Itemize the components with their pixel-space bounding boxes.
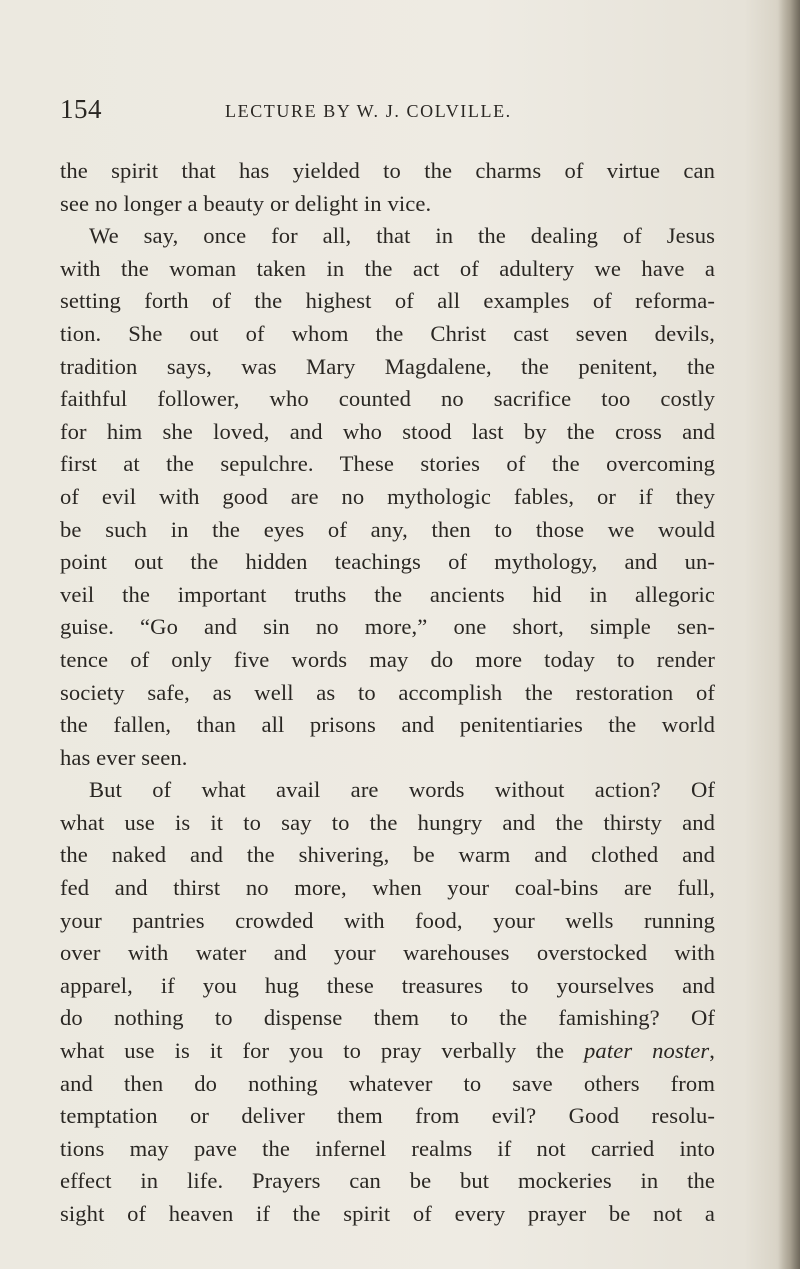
text-line: for him she loved, and who stood last by the cross and: [60, 418, 715, 444]
text-line: has ever seen.: [60, 744, 188, 770]
text-line: be such in the eyes of any, then to those we would: [60, 516, 715, 542]
running-title: LECTURE BY W. J. COLVILLE.: [225, 101, 512, 121]
text-line: point out the hidden teachings of mythology, and un-: [60, 549, 715, 575]
text-line: the naked and the shivering, be warm and clothed and: [60, 842, 715, 868]
text-line: setting forth of the highest of all examples of reforma-: [60, 288, 715, 314]
text-segment: what use is it for you to pray verbally the: [60, 1038, 585, 1064]
text-line: apparel, if you hug these treasures to yourselves and: [60, 972, 715, 998]
text-line: guise. “Go and sin no more,” one short, simple sen-: [60, 614, 715, 640]
text-line: tence of only five words may do more today to render: [60, 646, 715, 672]
running-head: [60, 92, 720, 126]
text-line: your pantries crowded with food, your wells running: [60, 907, 715, 933]
text-line: tion. She out of whom the Christ cast seven devils,: [60, 320, 715, 346]
text-line: with the woman taken in the act of adultery we have a: [60, 255, 715, 281]
text-line: sight of heaven if the spirit of every prayer be not a: [60, 1201, 715, 1226]
text-line: [60, 1035, 715, 1068]
text-line: do nothing to dispense them to the famishing? Of: [60, 1005, 715, 1031]
text-line: see no longer a beauty or delight in vice.: [60, 190, 432, 216]
text-line: over with water and your warehouses overstocked with: [60, 940, 715, 966]
text-line: veil the important truths the ancients hid in allegoric: [60, 581, 715, 607]
page-edge-shadow: [778, 0, 800, 1269]
text-line: We say, once for all, that in the dealing of Jesus: [89, 223, 715, 249]
body-text: [60, 155, 715, 1231]
text-line: tradition says, was Mary Magdalene, the penitent, the: [60, 353, 715, 379]
text-segment: ,: [709, 1038, 715, 1064]
text-line: tions may pave the infernel realms if not carried into: [60, 1135, 715, 1161]
text-line: society safe, as well as to accomplish the restoration of: [60, 679, 715, 705]
text-line: the fallen, than all prisons and penitentiaries the world: [60, 712, 715, 738]
text-line: But of what avail are words without action? Of: [89, 777, 715, 803]
latin-phrase: pater noster: [584, 1038, 710, 1064]
text-line: the spirit that has yielded to the charms of virtue can: [60, 158, 715, 183]
text-line: and then do nothing whatever to save others from: [60, 1070, 715, 1096]
text-line: faithful follower, who counted no sacrifice too costly: [60, 386, 715, 412]
text-line: fed and thirst no more, when your coal-bins are full,: [60, 875, 715, 901]
text-line: first at the sepulchre. These stories of the overcoming: [60, 451, 715, 477]
text-line: of evil with good are no mythologic fables, or if they: [60, 483, 715, 509]
text-line: effect in life. Prayers can be but mockeries in the: [60, 1168, 715, 1194]
page-number: 154: [60, 94, 102, 124]
text-line: temptation or deliver them from evil? Good resolu-: [60, 1103, 715, 1129]
text-line: what use is it to say to the hungry and the thirsty and: [60, 809, 715, 835]
